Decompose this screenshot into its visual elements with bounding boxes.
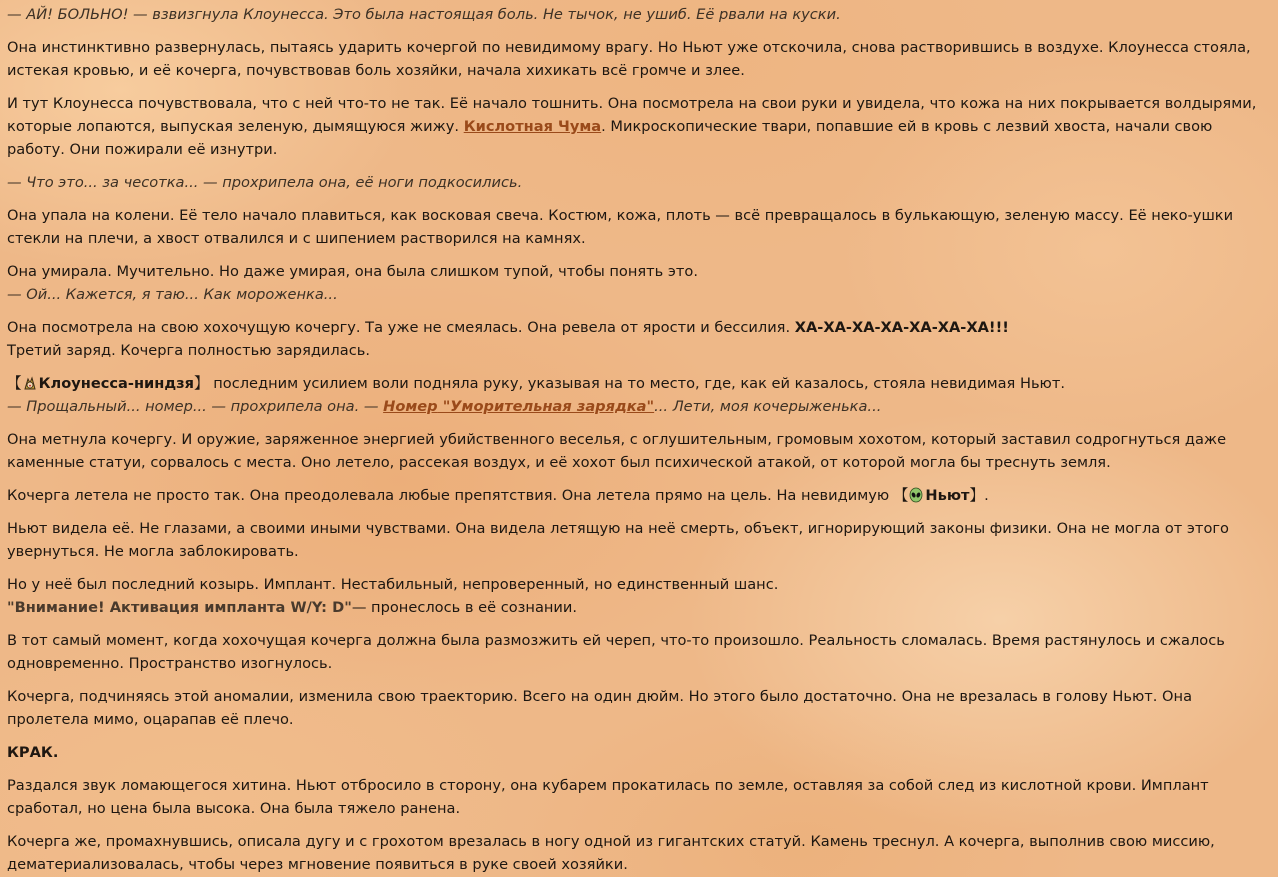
- dying-text: Она умирала. Мучительно. Но даже умирая, она была слишком тупой, чтобы понять это.: [7, 263, 698, 280]
- implant-warning: "Внимание! Активация импланта W/Y: D": [7, 599, 352, 616]
- paragraph-reality: В тот самый момент, когда хохочущая кочерга должна была размозжить ей череп, что-то произошло. Реальность сломалась. Время растянулось и сжалось одновременно. Пространство изогнулось.: [7, 632, 1225, 672]
- paragraph-laugh: [7, 316, 1271, 362]
- bracket-close: 】: [193, 375, 209, 392]
- alien-icon: [908, 487, 924, 503]
- implant-after: — пронеслось в её сознании.: [351, 599, 578, 616]
- flight-text-end: .: [984, 487, 989, 504]
- dialogue-scream: — АЙ! БОЛЬНО! — взвизгнула Клоунесса. Это была настоящая боль. Не тычок, не ушиб. Её рвали на куски.: [7, 6, 841, 23]
- newt-name: Ньют: [925, 487, 970, 504]
- charge-text: Третий заряд. Кочерга полностью зарядилась.: [7, 342, 370, 359]
- acid-plague-link[interactable]: Кислотная Чума: [463, 118, 602, 135]
- implant-text: Но у неё был последний козырь. Имплант. Нестабильный, непроверенный, но единственный шанс.: [7, 576, 779, 593]
- farewell-dialogue-before: — Прощальный... номер... — прохрипела она. —: [7, 398, 384, 415]
- number-link[interactable]: Номер: [383, 398, 438, 415]
- paragraph-plague: [7, 92, 1271, 161]
- paragraph-turn: Она инстинктивно развернулась, пытаясь ударить кочергой по невидимому врагу. Но Ньют уже отскочила, снова растворившись в воздухе. Клоунесса стояла, истекая кровью, и её кочерга, почувствовав боль хозяйки, начала хихикать всё громче и злее.: [7, 39, 1251, 79]
- farewell-dialogue-after: ... Лети, моя кочерыженька...: [654, 398, 882, 415]
- paragraph-chitin: Раздался звук ломающегося хитина. Ньют отбросило в сторону, она кубарем прокатилась по земле, оставляя за собой след из кислотной крови. Имплант сработал, но цена была высока. Она была тяжело ранена.: [7, 777, 1209, 817]
- paragraph-flight: [7, 484, 1271, 507]
- laugh-intro: Она посмотрела на свою хохочущую кочергу. Та уже не смеялась. Она ревела от ярости и бессилия.: [7, 319, 795, 336]
- paragraph-senses: Ньют видела её. Не глазами, а своими иными чувствами. Она видела летящую на неё смерть, объект, игнорирующий законы физики. Она не могла от этого увернуться. Не могла заблокировать.: [7, 520, 1229, 560]
- farewell-text: последним усилием воли подняла руку, указывая на то место, где, как ей казалось, стояла невидимая Ньют.: [208, 375, 1065, 392]
- paragraph-throw: Она метнула кочергу. И оружие, заряженное энергией убийственного веселья, с оглушительным, громовым хохотом, который заставил содрогнуться даже каменные статуи, сорвалось с места. Оно летело, рассекая воздух, и её хохот был психической атакой, от которой могла бы треснуть земля.: [7, 431, 1227, 471]
- paragraph-dying: [7, 260, 1271, 306]
- clown-ninja-icon: [22, 375, 38, 391]
- dialogue-melting: — Ой... Кажется, я таю... Как мороженка...: [7, 286, 338, 303]
- paragraph-farewell: [7, 372, 1271, 418]
- paragraph-implant: [7, 573, 1271, 619]
- paragraph-trajectory: Кочерга, подчиняясь этой аномалии, изменила свою траекторию. Всего на один дюйм. Но этого было достаточно. Она не врезалась в голову Ньют. Она пролетела мимо, оцарапав её плечо.: [7, 688, 1193, 728]
- clown-ninja-name: Клоунесса-ниндзя: [38, 375, 194, 392]
- crack-sound: КРАК.: [7, 744, 59, 761]
- bracket-close-newt: 】: [969, 487, 985, 504]
- plague-text-after: . Микроскопические твари, попавшие ей в кровь с лезвий хвоста, начали свою работу. Они пожирали её изнутри.: [7, 118, 1213, 158]
- flight-text: Кочерга летела не просто так. Она преодолевала любые препятствия. Она летела прямо на цель. На невидимую: [7, 487, 894, 504]
- plague-text-before: И тут Клоунесса почувствовала, что с ней что-то не так. Её начало тошнить. Она посмотрела на свои руки и увидела, что кожа на них покрывается волдырями, которые лопаются, выпуская зеленую, дымящуюся жижу.: [7, 95, 1257, 135]
- paragraph-melting: Она упала на колени. Её тело начало плавиться, как восковая свеча. Костюм, кожа, плоть — всё превращалось в булькающую, зеленую массу. Её неко-ушки стекли на плечи, а хвост отвалился и с шипением растворился на камнях.: [7, 207, 1234, 247]
- bracket-open: 【: [7, 375, 22, 392]
- paragraph-statue: Кочерга же, промахнувшись, описала дугу и с грохотом врезалась в ногу одной из гигантских статуй. Камень треснул. А кочерга, выполнив свою миссию, дематериализовалась, чтобы через мгновение появиться в руке своей хозяйки.: [7, 833, 1215, 873]
- number-title: "Уморительная зарядка": [437, 398, 655, 415]
- laugh-text: ХА-ХА-ХА-ХА-ХА-ХА-ХА!!!: [794, 319, 1009, 336]
- bracket-open-newt: 【: [893, 487, 909, 504]
- dialogue-itch: — Что это... за чесотка... — прохрипела она, её ноги подкосились.: [7, 174, 523, 191]
